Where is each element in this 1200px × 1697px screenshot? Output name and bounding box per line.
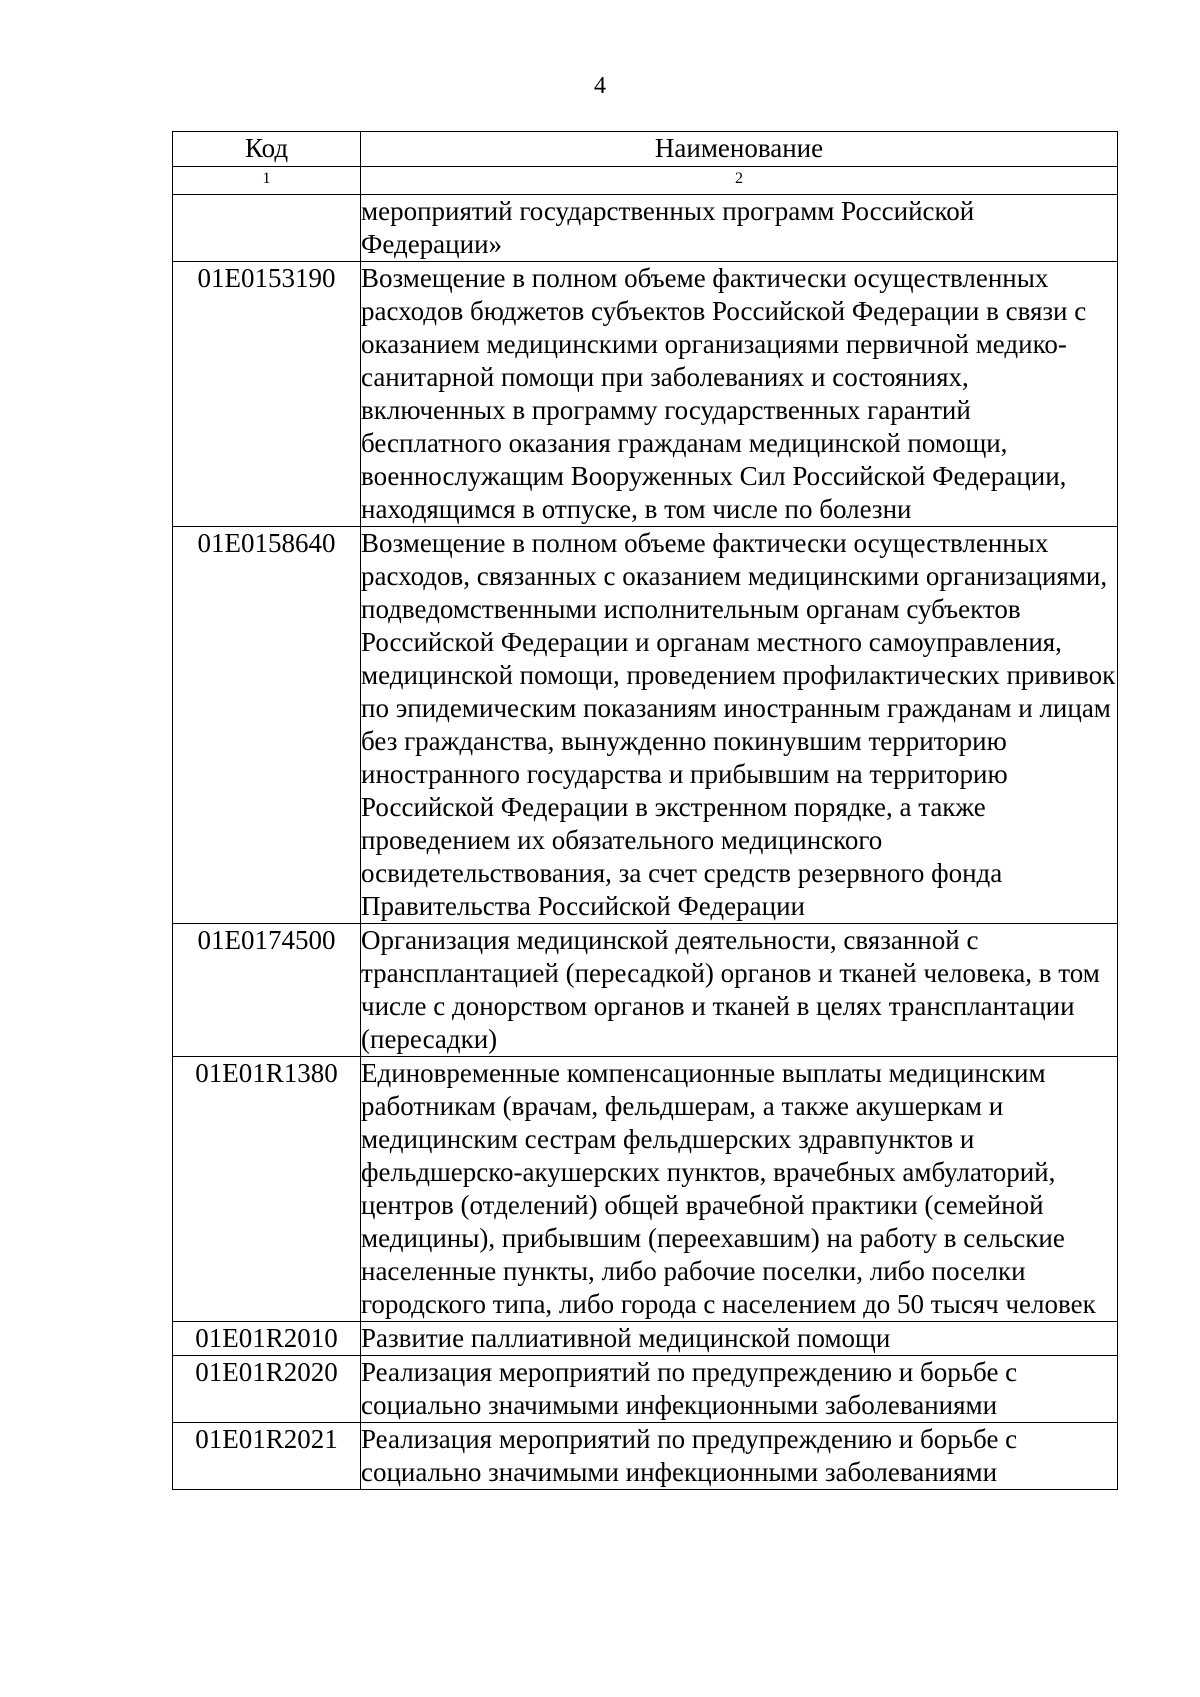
row-name: Организация медицинской деятельности, связанной с трансплантацией (пересадкой) органов и тканей человека, в том числе с донорством органов и тканей в целях трансплантации (пересадки) bbox=[361, 924, 1118, 1057]
row-code: 01Е01R1380 bbox=[173, 1057, 361, 1322]
row-name: Возмещение в полном объеме фактически осуществленных расходов, связанных с оказанием медицинскими организациями, подведомственными исполнительным органам субъектов Российской Федерации и органам местного самоуправления, медицинской помощи, проведением профилактических прививок по эпидемическим показаниям иностранным гражданам и лицам без гражданства, вынужденно покинувшим территорию иностранного государства и прибывшим на территорию Российской Федерации в экстренном порядке, а также проведением их обязательного медицинского освидетельствования, за счет средств резервного фонда Правительства Российской Федерации bbox=[361, 527, 1118, 924]
row-name: Развитие паллиативной медицинской помощи bbox=[361, 1322, 1118, 1356]
row-code: 01Е0153190 bbox=[173, 262, 361, 527]
code-table bbox=[172, 131, 1118, 1490]
row-code: 01Е01R2020 bbox=[173, 1356, 361, 1423]
header-row bbox=[173, 132, 1118, 167]
column-number-2: 2 bbox=[361, 167, 1118, 195]
row-name: Реализация мероприятий по предупреждению и борьбе с социально значимыми инфекционными заболеваниями bbox=[361, 1423, 1118, 1490]
page-number: 4 bbox=[594, 73, 606, 99]
table-row bbox=[173, 527, 1118, 924]
table-row bbox=[173, 1322, 1118, 1356]
table-row bbox=[173, 1057, 1118, 1322]
row-code: 01Е0158640 bbox=[173, 527, 361, 924]
column-number-1: 1 bbox=[173, 167, 361, 195]
row-name: мероприятий государственных программ Российской Федерации» bbox=[361, 195, 1118, 262]
row-code: 01Е01R2021 bbox=[173, 1423, 361, 1490]
table-row bbox=[173, 1356, 1118, 1423]
row-name: Единовременные компенсационные выплаты медицинским работникам (врачам, фельдшерам, а также акушеркам и медицинским сестрам фельдшерских здравпунктов и фельдшерско-акушерских пунктов, врачебных амбулаторий, центров (отделений) общей врачебной практики (семейной медицины), прибывшим (переехавшим) на работу в сельские населенные пункты, либо рабочие поселки, либо поселки городского типа, либо города с населением до 50 тысяч человек bbox=[361, 1057, 1118, 1322]
table-header bbox=[173, 132, 1118, 195]
table-row bbox=[173, 195, 1118, 262]
header-name: Наименование bbox=[361, 132, 1118, 167]
table-row bbox=[173, 262, 1118, 527]
column-number-row bbox=[173, 167, 1118, 195]
row-code: 01Е01R2010 bbox=[173, 1322, 361, 1356]
row-name: Возмещение в полном объеме фактически осуществленных расходов бюджетов субъектов Российской Федерации в связи с оказанием медицинскими организациями первичной медико-санитарной помощи при заболеваниях и состояниях, включенных в программу государственных гарантий бесплатного оказания гражданам медицинской помощи, военнослужащим Вооруженных Сил Российской Федерации, находящимся в отпуске, в том числе по болезни bbox=[361, 262, 1118, 527]
table-body bbox=[173, 195, 1118, 1490]
table-row bbox=[173, 924, 1118, 1057]
row-code bbox=[173, 195, 361, 262]
header-code: Код bbox=[173, 132, 361, 167]
row-name: Реализация мероприятий по предупреждению и борьбе с социально значимыми инфекционными заболеваниями bbox=[361, 1356, 1118, 1423]
table-row bbox=[173, 1423, 1118, 1490]
row-code: 01Е0174500 bbox=[173, 924, 361, 1057]
